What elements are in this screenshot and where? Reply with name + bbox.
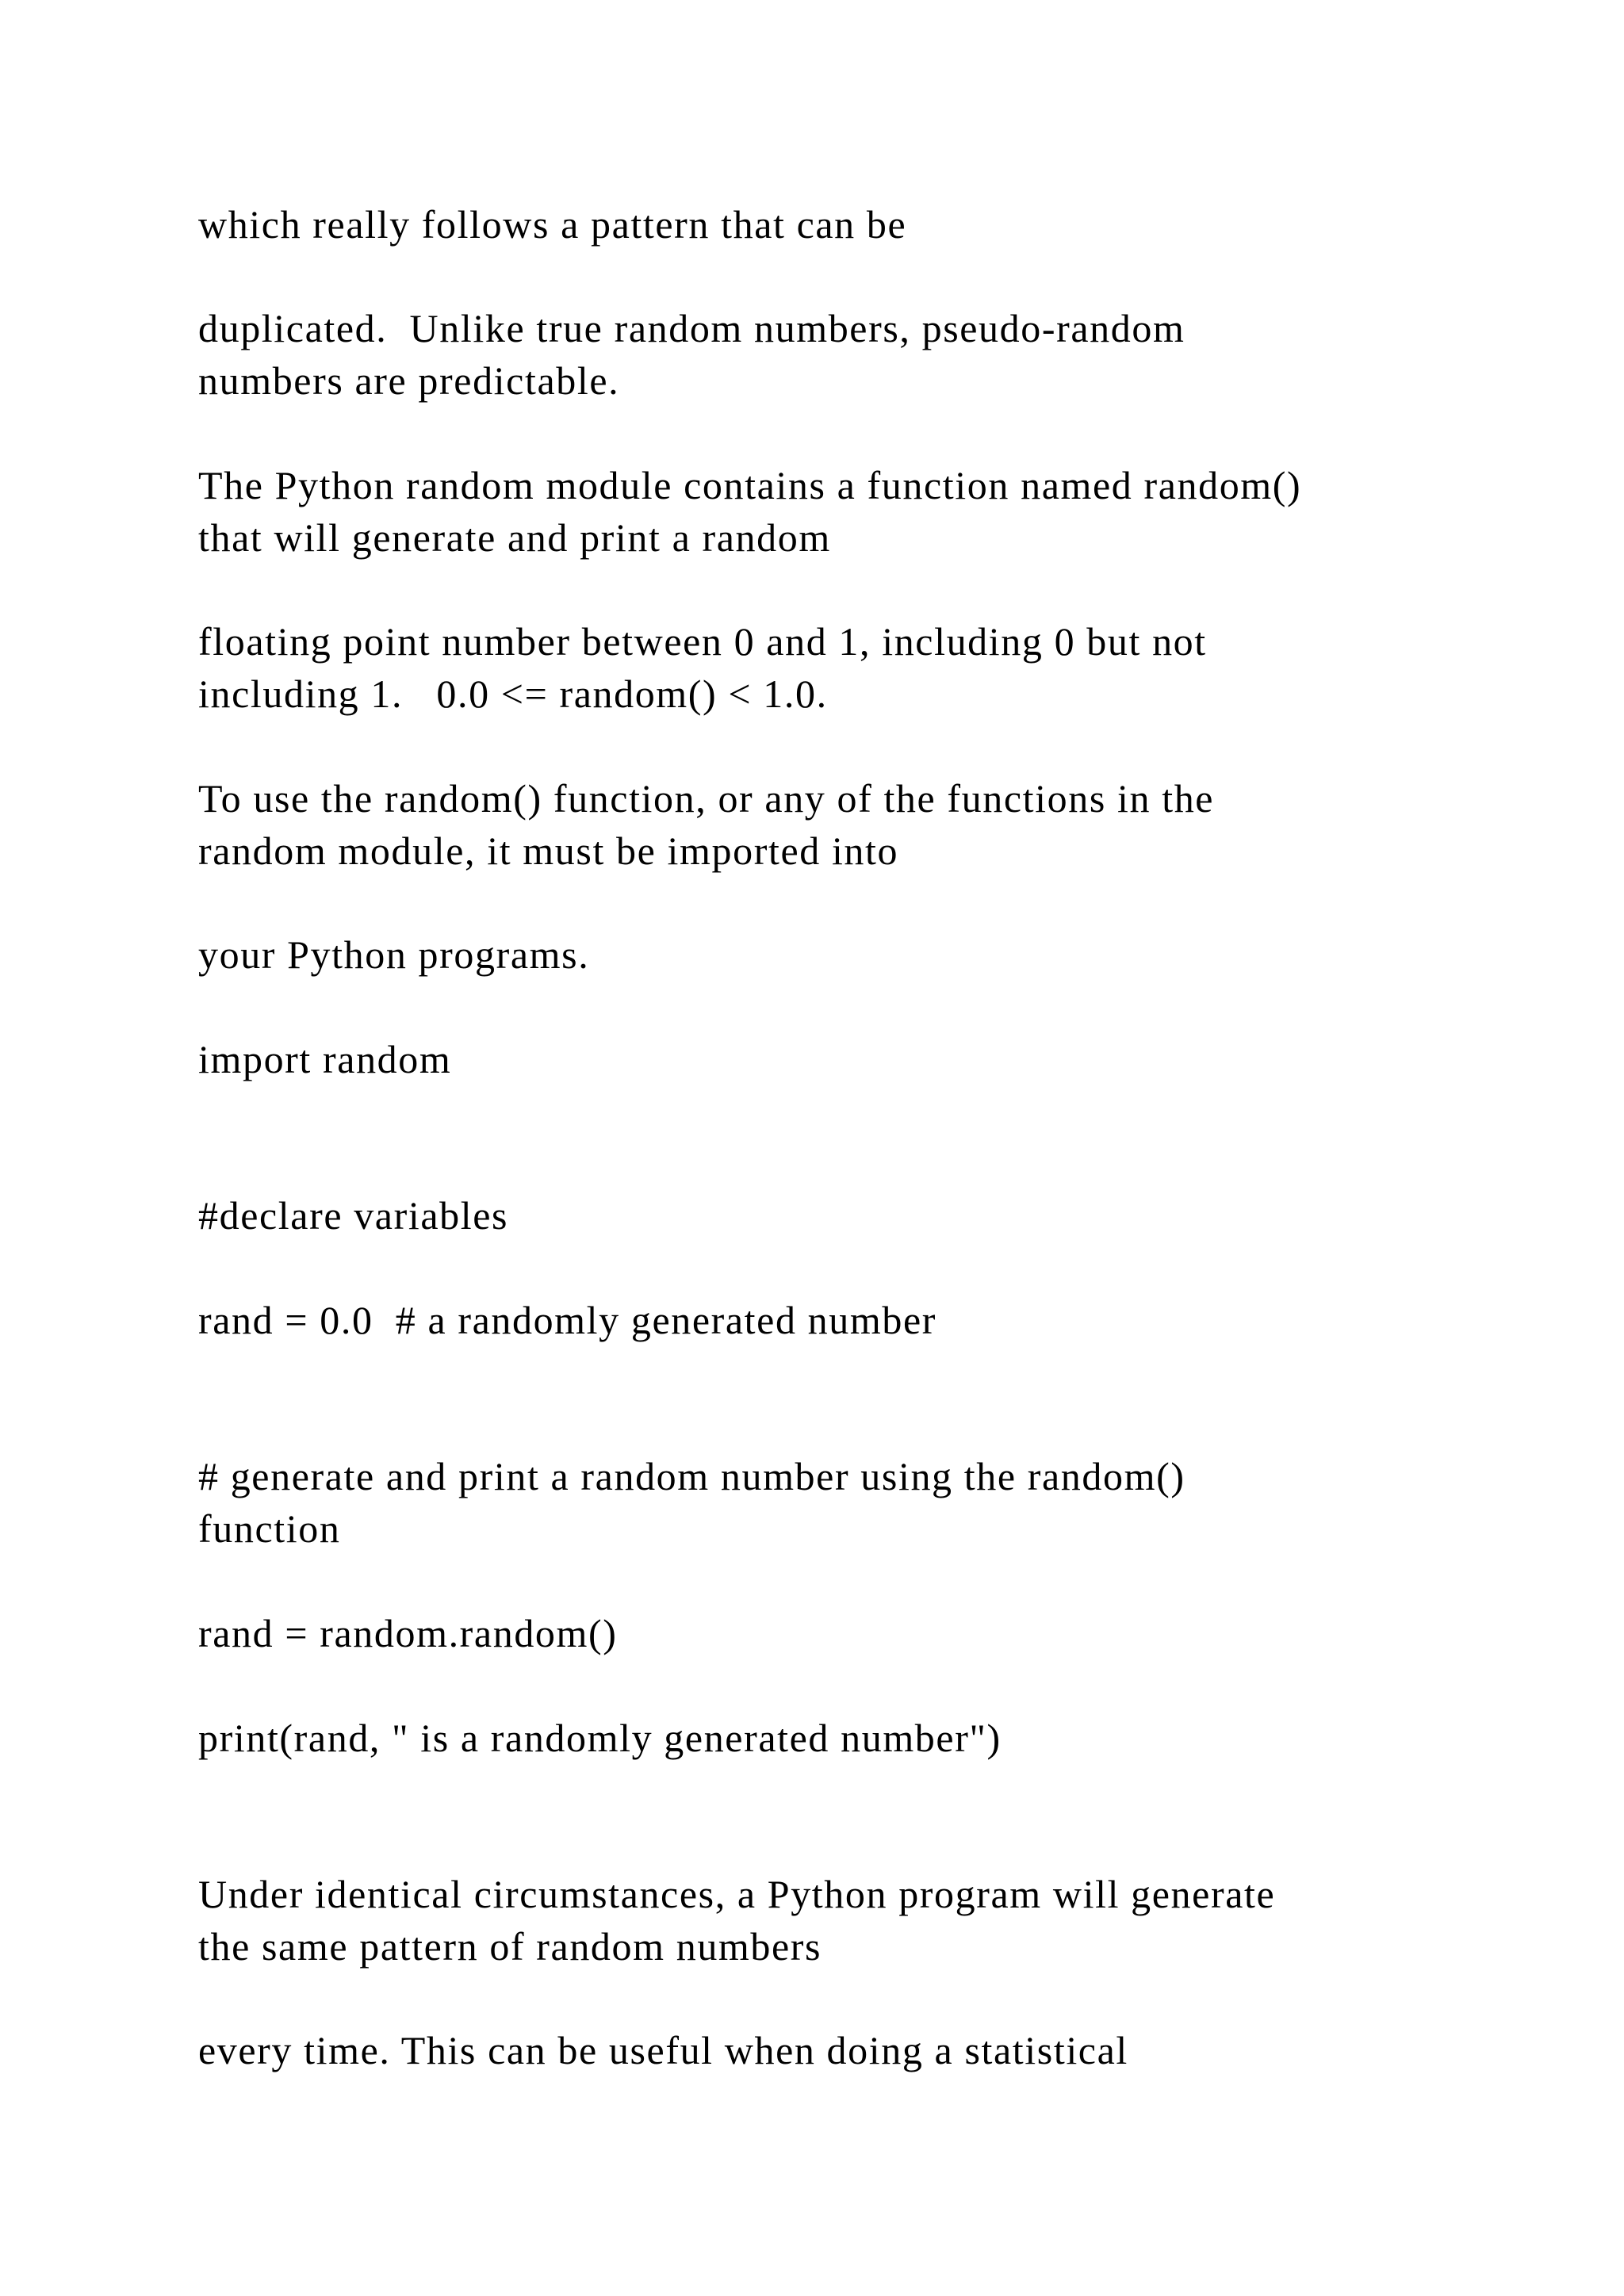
- paragraph-1: which really follows a pattern that can be: [198, 202, 907, 247]
- paragraph-9: rand = 0.0 # a randomly generated number: [198, 1298, 937, 1342]
- paragraph-3: The Python random module contains a function named random() that will generate and print a random: [198, 463, 1302, 560]
- paragraph-6: your Python programs.: [198, 932, 590, 977]
- paragraph-11: rand = random.random(): [198, 1611, 618, 1655]
- paragraph-5: To use the random() function, or any of the functions in the random module, it must be imported into: [198, 776, 1215, 873]
- paragraph-12: print(rand, " is a randomly generated number"): [198, 1716, 1002, 1760]
- paragraph-14: every time. This can be useful when doing a statistical: [198, 2028, 1128, 2072]
- paragraph-7: import random: [198, 1037, 452, 1081]
- paragraph-2: duplicated. Unlike true random numbers, pseudo-random numbers are predictable.: [198, 306, 1185, 403]
- paragraph-13: Under identical circumstances, a Python program will generate the same pattern of random numbers: [198, 1872, 1276, 1969]
- paragraph-10: # generate and print a random number using the random() function: [198, 1454, 1185, 1551]
- paragraph-4: floating point number between 0 and 1, including 0 but not including 1. 0.0 <= random() < 1.0.: [198, 619, 1207, 716]
- paragraph-8: #declare variables: [198, 1193, 509, 1238]
